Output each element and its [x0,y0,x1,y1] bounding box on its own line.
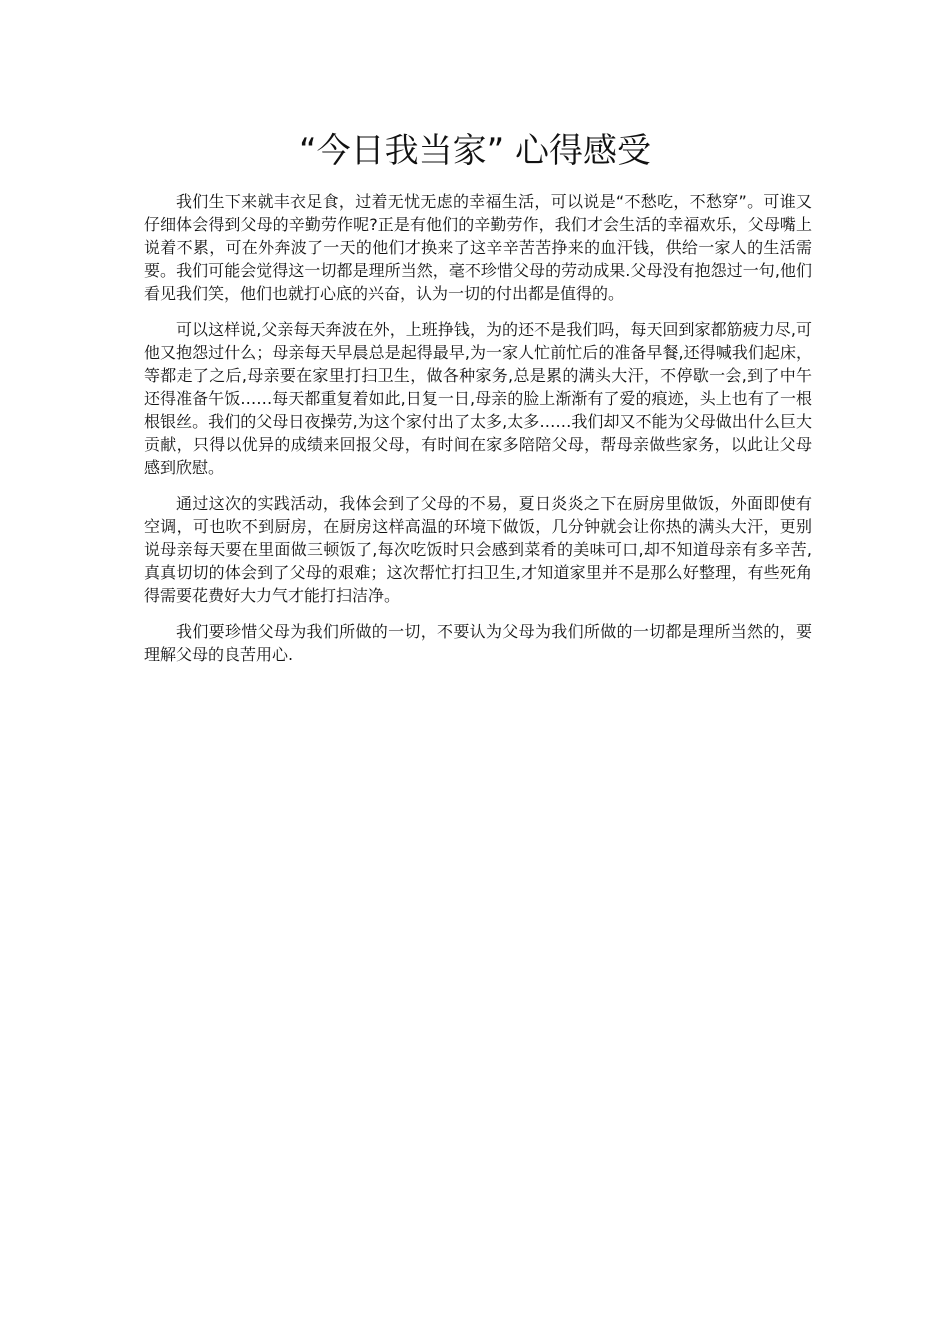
paragraph-2: 可以这样说,父亲每天奔波在外，上班挣钱，为的还不是我们吗，每天回到家都筋疲力尽,可他又抱怨过什么；母亲每天早晨总是起得最早,为一家人忙前忙后的准备早餐,还得喊我们起床，等都走了之后,母亲要在家里打扫卫生，做各种家务,总是累的满头大汗，不停歇一会,到了中午还得准备午饭……每天都重复着如此,日复一日,母亲的脸上渐渐有了爱的痕迹，头上也有了一根根银丝。我们的父母日夜操劳,为这个家付出了太多,太多……我们却又不能为父母做出什么巨大贡献，只得以优异的成绩来回报父母，有时间在家多陪陪父母，帮母亲做些家务，以此让父母感到欣慰。 [144,320,812,477]
document-body [144,190,812,679]
paragraph-3: 通过这次的实践活动，我体会到了父母的不易，夏日炎炎之下在厨房里做饭，外面即使有空调，可也吹不到厨房，在厨房这样高温的环境下做饭，几分钟就会让你热的满头大汗，更别说母亲每天要在里面做三顿饭了,每次吃饭时只会感到菜肴的美味可口,却不知道母亲有多辛苦,真真切切的体会到了父母的艰难；这次帮忙打扫卫生,才知道家里并不是那么好整理，有些死角得需要花费好大力气才能打扫洁净。 [144,494,812,605]
paragraph-1: 我们生下来就丰衣足食，过着无忧无虑的幸福生活，可以说是“不愁吃，不愁穿”。可谁又仔细体会得到父母的辛勤劳作呢?正是有他们的辛勤劳作，我们才会生活的幸福欢乐，父母嘴上说着不累，可在外奔波了一天的他们才换来了这辛辛苦苦挣来的血汗钱，供给一家人的生活需要。我们可能会觉得这一切都是理所当然，毫不珍惜父母的劳动成果.父母没有抱怨过一句,他们看见我们笑，他们也就打心底的兴奋，认为一切的付出都是值得的。 [144,192,812,303]
document-title: “今日我当家” 心得感受 [298,131,652,171]
paragraph-4: 我们要珍惜父母为我们所做的一切，不要认为父母为我们所做的一切都是理所当然的，要理解父母的良苦用心. [144,622,812,664]
